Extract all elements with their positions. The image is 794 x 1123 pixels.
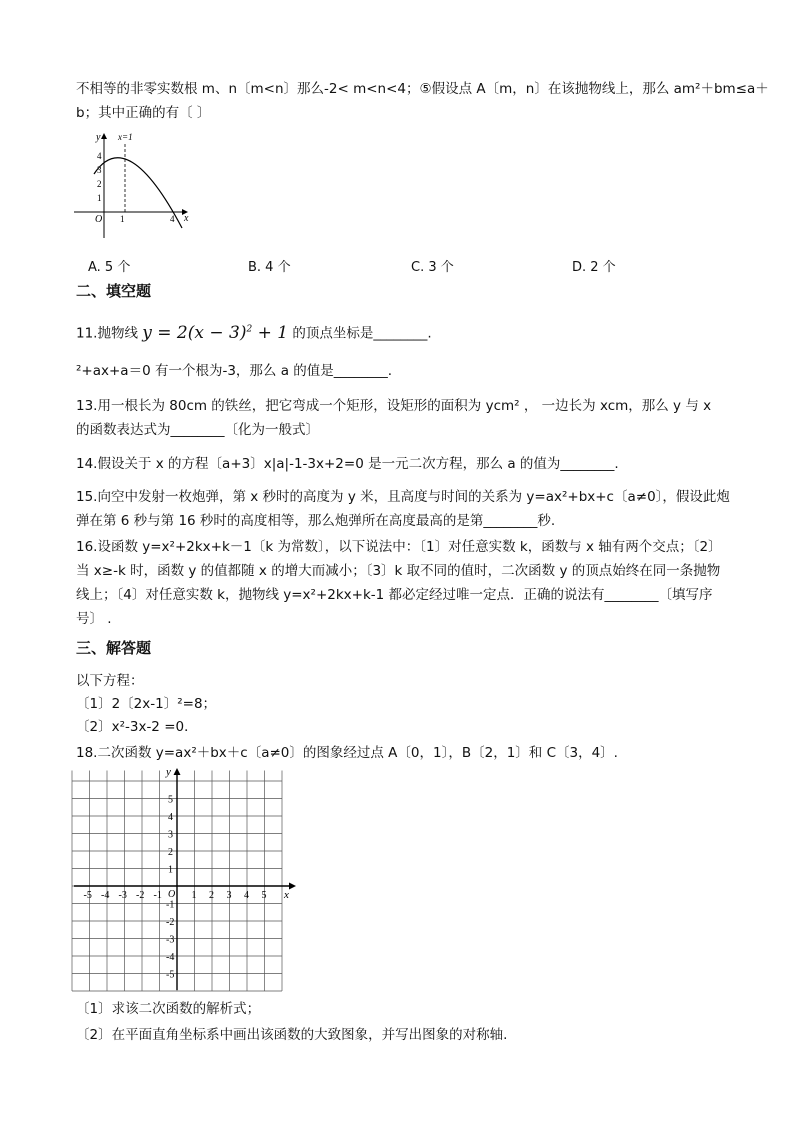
q18-ytick-label: 3 xyxy=(168,829,173,841)
q18-xtick-label: 3 xyxy=(226,890,232,901)
q10-line1: 不相等的非零实数根 m、n〔m<n〕那么-2< m<n<4；⑤假设点 A〔m，n〕在该抛物线上，那么 am²＋bm≤a＋ xyxy=(76,81,769,97)
q18-origin-label: O xyxy=(168,889,176,900)
q10-line2: b；其中正确的有〔 〕 xyxy=(76,105,211,121)
q16-line2: 当 x≥-k 时，函数 y 的值都随 x 的增大而减小；〔3〕k 取不同的值时，二次函数 y 的顶点始终在同一条抛物 xyxy=(76,563,721,579)
q18-ytick-label: 2 xyxy=(168,847,173,858)
q10-ytick-2: 2 xyxy=(97,179,102,189)
q18-coordinate-grid xyxy=(70,760,300,996)
q18-xtick-label: -2 xyxy=(136,890,145,901)
q10-option-c[interactable]: C. 3 个 xyxy=(411,260,454,275)
q13-line2: 的函数表达式为________〔化为一般式〕 xyxy=(76,422,319,438)
q18-y-arrow xyxy=(174,768,181,775)
q18-ytick-label: -2 xyxy=(166,917,175,928)
q17-part2: 〔2〕x²-3x-2 =0． xyxy=(76,719,198,735)
q17-intro: 以下方程： xyxy=(76,673,144,689)
q10-x-label: x xyxy=(184,213,189,224)
q10-ytick-3: 3 xyxy=(97,165,102,175)
q18-xtick-label: 2 xyxy=(209,890,214,901)
q11-suffix: 的顶点坐标是________. xyxy=(292,325,432,342)
q18-ytick-label: -4 xyxy=(166,952,175,963)
q15-line1: 15.向空中发射一枚炮弹，第 x 秒时的高度为 y 米，且高度与时间的关系为 y=ax²+bx+c〔a≠0〕，假设此炮 xyxy=(76,489,730,505)
q10-parabola-curve xyxy=(94,158,182,228)
q10-origin-label: O xyxy=(95,214,103,225)
q18-xtick-label: -4 xyxy=(101,890,110,901)
q10-xtick-1: 1 xyxy=(120,214,125,224)
q10-option-a[interactable]: A. 5 个 xyxy=(88,260,131,275)
q18-xtick-label: 1 xyxy=(191,890,197,901)
q10-parabola-graph xyxy=(72,128,196,244)
q18-xtick-label: -5 xyxy=(83,890,92,901)
q18-part1: 〔1〕求该二次函数的解析式； xyxy=(76,1001,261,1017)
q15-line2: 弹在第 6 秒与第 16 秒时的高度相等，那么炮弹所在高度最高的是第________秒. xyxy=(76,513,556,529)
q10-xtick-4: 4 xyxy=(170,214,175,224)
q10-y-arrow xyxy=(101,133,107,139)
q18-tick-labels xyxy=(84,795,267,981)
q10-option-b[interactable]: B. 4 个 xyxy=(248,260,291,275)
q18-ytick-label: 5 xyxy=(168,794,173,806)
q18-part2: 〔2〕在平面直角坐标系中画出该函数的大致图象，并写出图象的对称轴. xyxy=(76,1027,508,1043)
q11-formula: $y = 2(x - 3)^2 + 1$ xyxy=(142,322,289,343)
q10-y-label: y xyxy=(96,132,101,143)
q17-part1: 〔1〕2〔2x-1〕²=8； xyxy=(76,696,217,712)
q18-ytick-label: 4 xyxy=(168,812,173,823)
q16-line4: 号〕 . xyxy=(76,611,112,627)
q18-x-label: x xyxy=(284,889,289,901)
q11 xyxy=(76,320,432,343)
q18-ytick-label: -1 xyxy=(166,899,175,911)
q16-line1: 16.设函数 y=x²+2kx+k－1〔k 为常数〕，以下说法中：〔1〕对任意实数 k，函数与 x 轴有两个交点；〔2〕 xyxy=(76,539,722,555)
q10-ytick-1: 1 xyxy=(97,193,102,203)
section-solve-heading: 三、解答题 xyxy=(76,639,152,657)
q11-prefix: 11.抛物线 xyxy=(76,325,138,342)
q10-vline-label: x=1 xyxy=(118,132,133,142)
q18-y-label: y xyxy=(166,766,171,778)
q18-stem: 18.二次函数 y=ax²＋bx＋c〔a≠0〕的图象经过点 A〔0，1〕，B〔2，1〕和 C〔3，4〕. xyxy=(76,745,618,761)
q16-line3: 线上；〔4〕对任意实数 k，抛物线 y=x²+2kx+k-1 都必定经过唯一定点．正确的说法有________〔填写序 xyxy=(76,587,713,603)
q13-line1: 13.用一根长为 80cm 的铁丝，把它弯成一个矩形，设矩形的面积为 ycm² ， 一边长为 xcm，那么 y 与 x xyxy=(76,398,712,414)
q18-ytick-label: 1 xyxy=(168,864,173,876)
q18-xtick-label: -1 xyxy=(153,890,162,901)
q10-ytick-4: 4 xyxy=(97,151,102,161)
q18-x-arrow xyxy=(289,883,296,890)
q18-xtick-label: 5 xyxy=(261,890,267,901)
q18-xtick-label: -3 xyxy=(118,890,127,901)
q18-ytick-label: -3 xyxy=(166,934,175,946)
q18-xtick-label: 4 xyxy=(244,890,249,901)
section-fill-in-heading: 二、填空题 xyxy=(76,282,152,300)
q10-option-d[interactable]: D. 2 个 xyxy=(572,260,616,275)
q14: 14.假设关于 x 的方程〔a+3〕x|a|-1-3x+2=0 是一元二次方程，那么 a 的值为________. xyxy=(76,456,619,472)
q12: ²+ax+a＝0 有一个根为-3，那么 a 的值是________. xyxy=(76,363,393,379)
q18-ytick-label: -5 xyxy=(166,969,175,981)
